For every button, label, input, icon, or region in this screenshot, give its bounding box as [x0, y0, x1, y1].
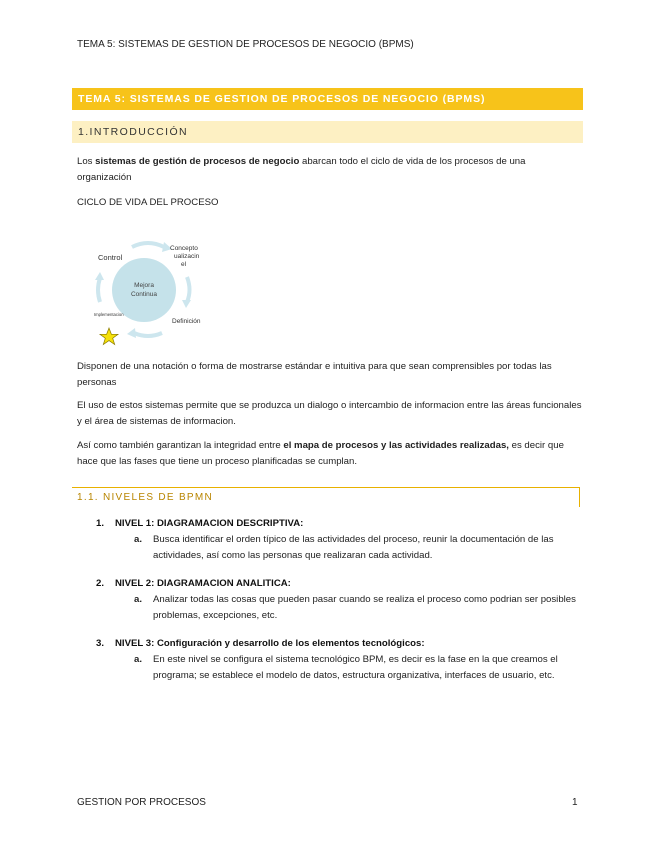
notation-paragraph: Disponen de una notación o forma de mostrarse estándar e intuitiva para que sean comprensibles por todas las personas — [77, 361, 552, 388]
intro-text-bold: sistemas de gestión de procesos de negocio — [95, 156, 300, 167]
cycle-arrow-bottom — [134, 333, 162, 336]
document-title: TEMA 5: SISTEMAS DE GESTION DE PROCESOS DE NEGOCIO (BPMS) — [72, 88, 583, 110]
intro-text-a: Los — [77, 156, 96, 167]
level-3-body: En este nivel se configura el sistema tecnológico BPM, es decir es la fase en la que creamos el programa; se establece el modelo de datos, estructura organizativa, interfaces de usuario, etc. — [153, 654, 558, 681]
level-2-heading — [96, 578, 291, 589]
intro-text-b: abarcan todo el ciclo de vida de los procesos de una organización — [77, 156, 526, 183]
level-3-marker: a. — [134, 654, 143, 665]
intro-paragraph — [77, 154, 582, 185]
phase-concept-2: ualizacin — [174, 253, 200, 260]
level-1-body: Busca identificar el orden típico de las actividades del proceso, reunir la documentación de las actividades, así como las personas que realizaran cada actividad. — [153, 534, 554, 561]
star-icon — [100, 328, 118, 345]
cycle-arrow-left — [98, 278, 100, 302]
cycle-arrowhead-right — [182, 300, 191, 308]
cycle-arrowhead-left — [95, 272, 104, 280]
level-1-number: 1. — [96, 518, 105, 529]
integrity-text-bold: el mapa de procesos y las actividades realizadas, — [283, 440, 509, 451]
level-1-heading — [96, 518, 303, 529]
dialog-paragraph: El uso de estos sistemas permite que se produzca un dialogo o intercambio de informacion entre las áreas funcionales y el área de sistemas de informacion. — [77, 400, 582, 427]
phase-concept-1: Concepto — [170, 245, 198, 252]
process-cycle-diagram — [88, 230, 208, 350]
cycle-label: CICLO DE VIDA DEL PROCESO — [77, 197, 219, 208]
phase-concept-3: el — [181, 261, 187, 268]
section-heading: 1.INTRODUCCIÓN — [72, 121, 583, 143]
center-label-2: Continua — [130, 291, 158, 298]
page-number: 1 — [572, 797, 578, 808]
level-2-title: NIVEL 2: DIAGRAMACION ANALITICA: — [115, 578, 291, 589]
page-footer: GESTION POR PROCESOS — [77, 797, 206, 808]
level-3-heading — [96, 638, 425, 649]
level-1-item — [134, 532, 580, 563]
level-3-title: NIVEL 3: Configuración y desarrollo de los elementos tecnológicos: — [115, 638, 425, 649]
phase-implementacion: Implementacion — [94, 312, 124, 317]
integrity-text-b: es decir que hace que las fases que tiene un proceso planificadas se cumplan. — [77, 440, 564, 467]
page-header: TEMA 5: SISTEMAS DE GESTION DE PROCESOS DE NEGOCIO (BPMS) — [77, 39, 414, 50]
level-2-marker: a. — [134, 594, 143, 605]
integrity-text-a: Así como también garantizan la integridad entre — [77, 440, 284, 451]
integrity-paragraph — [77, 438, 582, 469]
level-1-title: NIVEL 1: DIAGRAMACION DESCRIPTIVA: — [115, 518, 304, 529]
level-2-number: 2. — [96, 578, 105, 589]
center-label-1: Mejora — [134, 282, 154, 289]
level-2-item — [134, 592, 580, 623]
phase-control: Control — [98, 253, 123, 262]
phase-definicion: Definición — [172, 318, 201, 325]
level-2-body: Analizar todas las cosas que pueden pasar cuando se realiza el proceso como podrian ser posibles problemas, excepciones, etc. — [153, 594, 576, 621]
cycle-arrowhead-bottom — [127, 328, 136, 338]
cycle-arrow-right — [187, 277, 190, 302]
level-1-marker: a. — [134, 534, 143, 545]
level-3-item — [134, 652, 580, 683]
level-3-number: 3. — [96, 638, 105, 649]
subsection-heading: 1.1. NIVELES DE BPMN — [72, 487, 580, 507]
cycle-arrow-top — [132, 243, 164, 247]
